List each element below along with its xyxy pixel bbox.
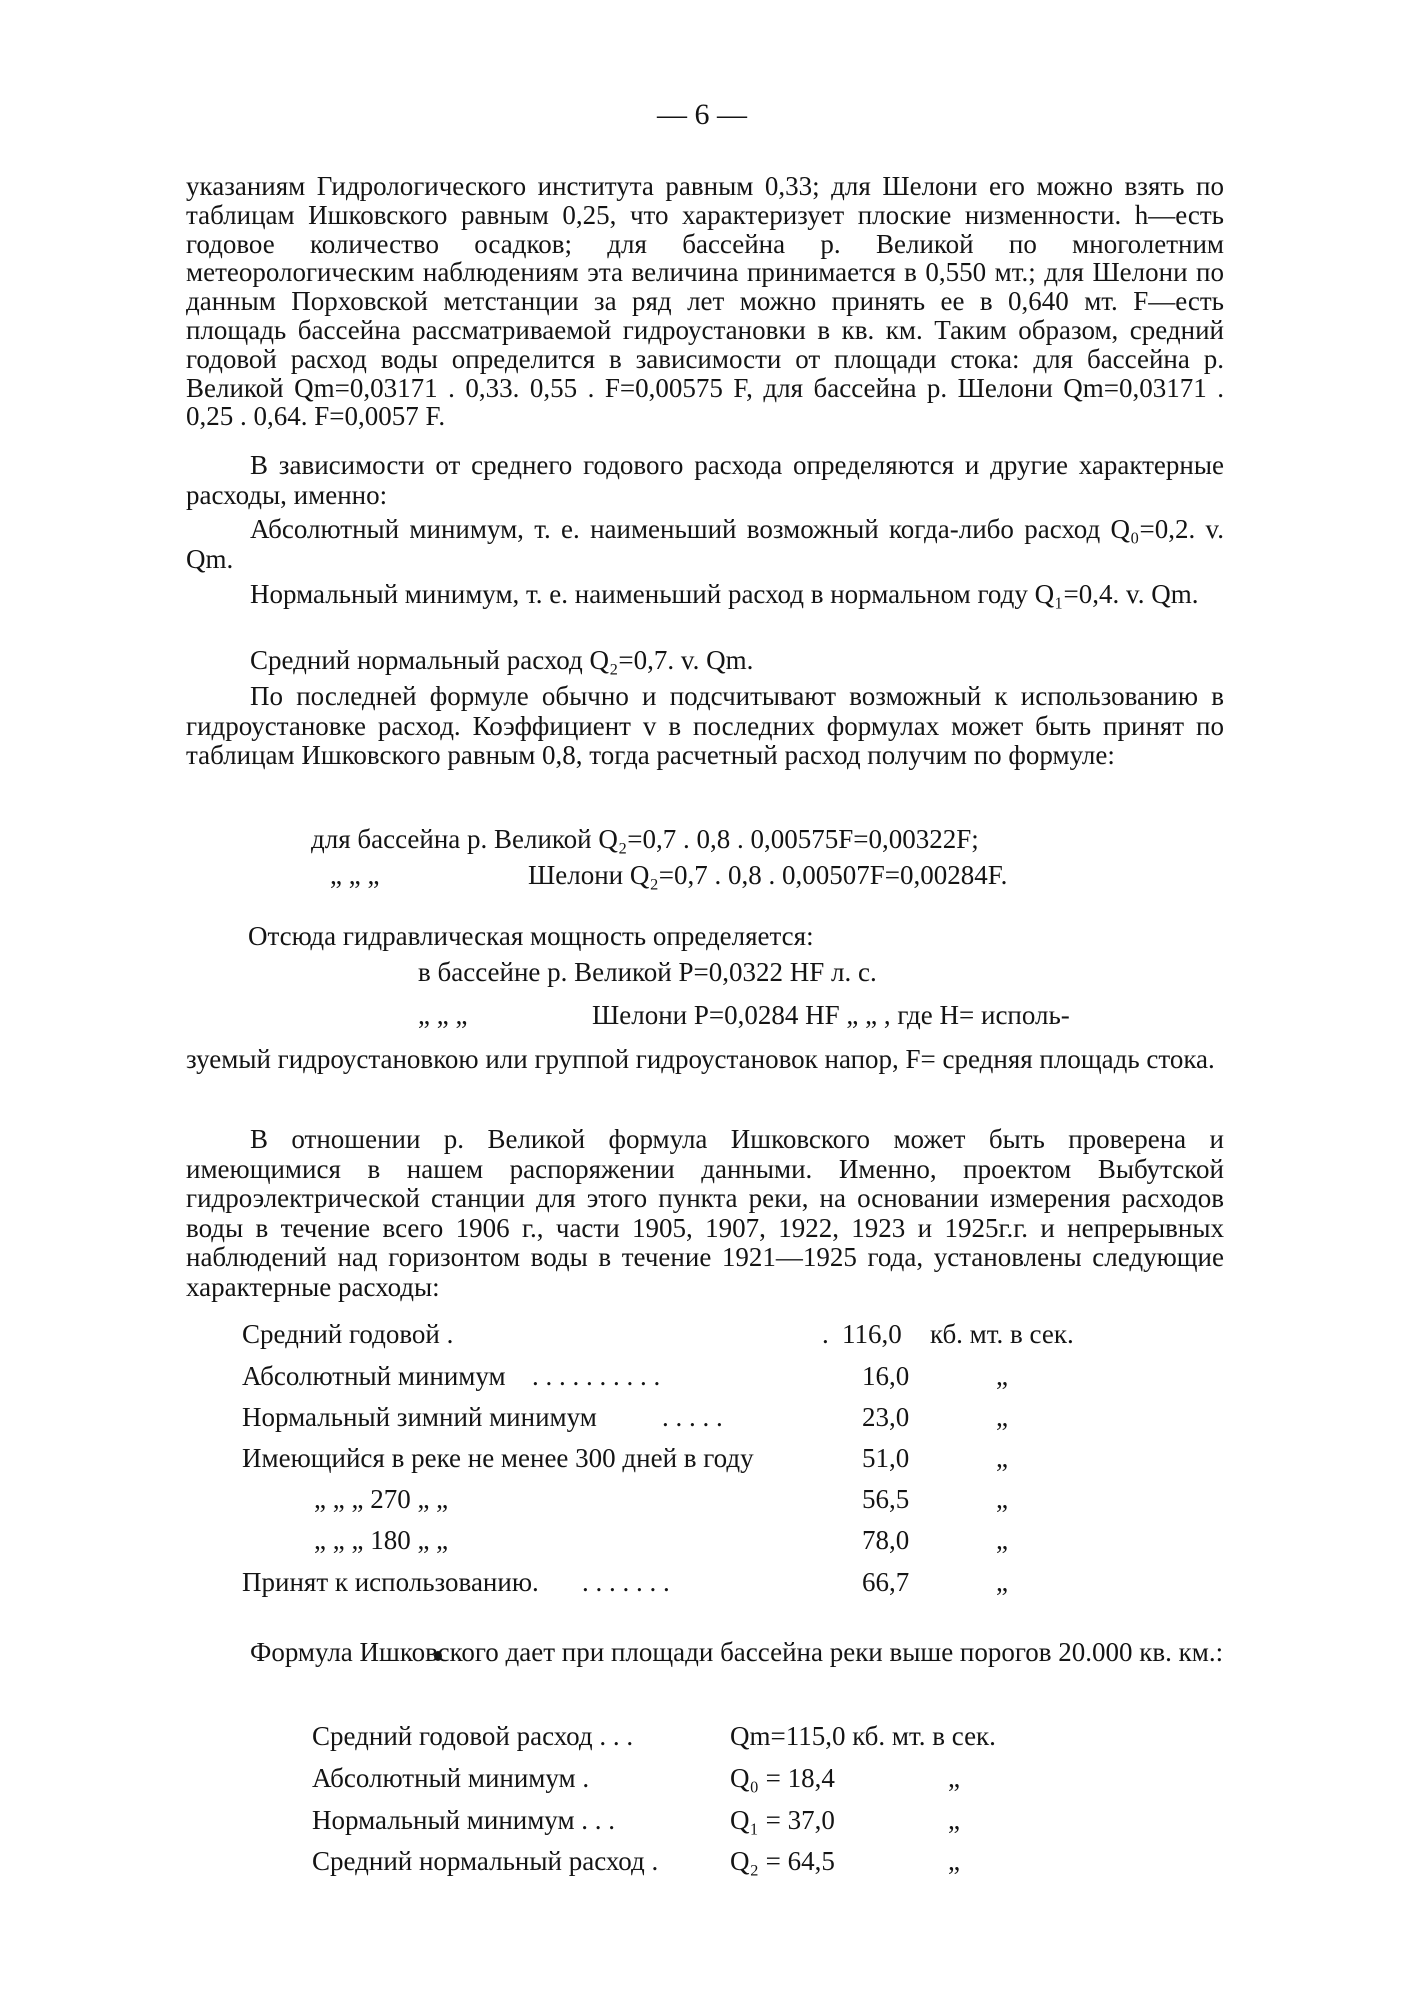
formula-sheloni-power: Шелони P=0,0284 HF „ „ , где H= исполь- xyxy=(592,1000,1070,1030)
row-leader-dots: . . . . . xyxy=(662,1402,723,1432)
paragraph-characteristic-intro: В зависимости от среднего годового расхода определяются и другие характерные расходы, именно: xyxy=(186,450,1224,510)
row-unit: „ xyxy=(996,1567,1008,1597)
row-unit: „ xyxy=(996,1361,1008,1391)
row-value: 56,5 xyxy=(862,1484,910,1514)
row-label: Средний годовой . xyxy=(242,1319,454,1349)
row-label: Нормальный минимум . . . xyxy=(312,1805,616,1835)
paragraph-absolute-minimum: Абсолютный минимум, т. е. наименьший возможный когда-либо расход Q₀=0,2. v. Qm. xyxy=(186,514,1224,574)
paragraph-power-continuation: зуемый гидроустановкою или группой гидроустановок напор, F= средняя площадь стока. xyxy=(186,1044,1215,1074)
row-unit: „ xyxy=(996,1443,1008,1473)
row-label: „ „ „ 180 „ „ xyxy=(314,1525,449,1555)
row-value: 66,7 xyxy=(862,1567,910,1597)
row-value: Q₁ = 37,0 xyxy=(730,1805,835,1835)
row-value: Q₂ = 64,5 xyxy=(730,1846,835,1876)
paragraph-coefficients: указаниям Гидрологического института равным 0,33; для Шелони его можно взять по таблицам Ишковского равным 0,25, что характеризует плоские низменности. h—есть годовое количество осадков; для бассейна р. Великой по многолетним метеорологическим наблюдениям эта величина принимается в 0,550 мт.; для Шелони по данным Порховской метстанции за ряд лет можно принять ее в 0,640 мт. F—есть площадь бассейна рассматриваемой гидроустановки в кв. км. Таким образом, средний годовой расход воды определится в зависимости от площади стока: для бассейна р. Великой Qm=0,03171 . 0,33. 0,55 . F=0,00575 F, для бассейна р. Шелони Qm=0,03171 . 0,25 . 0,64. F=0,0057 F. xyxy=(186,171,1224,432)
row-unit: „ xyxy=(996,1484,1008,1514)
row-label: Принят к использованию. xyxy=(242,1567,539,1597)
row-value: 116,0 xyxy=(842,1319,902,1349)
paragraph-coefficient-v: По последней формуле обычно и подсчитывают возможный к использованию в гидроустановке расход. Коэффициент v в последних формулах может быть принят по таблицам Ишковского равным 0,8, тогда расчетный расход получим по формуле: xyxy=(186,681,1224,770)
row-value: 78,0 xyxy=(862,1525,910,1555)
row-value: 16,0 xyxy=(862,1361,910,1391)
paragraph-normal-minimum: Нормальный минимум, т. е. наименьший расход в нормальном году Q₁=0,4. v. Qm. xyxy=(250,579,1199,609)
paragraph-power-intro: Отсюда гидравлическая мощность определяется: xyxy=(248,921,814,951)
row-label: Имеющийся в реке не менее 300 дней в году xyxy=(242,1443,754,1473)
formula-velikaya-flow: для бассейна р. Великой Q₂=0,7 . 0,8 . 0,00575F=0,00322F; xyxy=(311,824,979,854)
page-number: — 6 — xyxy=(657,98,747,131)
row-unit: „ xyxy=(948,1805,960,1835)
row-label: Средний нормальный расход . xyxy=(312,1846,659,1876)
row-unit: „ xyxy=(948,1846,960,1876)
row-unit: „ xyxy=(996,1525,1008,1555)
ditto-marks: „ „ „ xyxy=(418,1000,468,1030)
row-value: Q₀ = 18,4 xyxy=(730,1763,835,1793)
row-value: Qm=115,0 кб. мт. в сек. xyxy=(730,1721,996,1751)
paragraph-ishkovsky-result: Формула Ишковского дает при площади бассейна реки выше порогов 20.000 кв. км.: xyxy=(250,1637,1224,1667)
row-unit: кб. мт. в сек. xyxy=(930,1319,1074,1349)
row-label: Средний годовой расход . . . xyxy=(312,1721,634,1751)
row-leader-dots: . xyxy=(822,1319,829,1349)
ditto-marks: „ „ „ xyxy=(330,860,380,890)
row-unit: „ xyxy=(996,1402,1008,1432)
paragraph-vybuty-project: В отношении р. Великой формула Ишковского может быть проверена и имеющимися в нашем распоряжении данными. Именно, проектом Выбутской гидроэлектрической станции для этого пункта реки, на основании измерения расходов воды в течение всего 1906 г., части 1905, 1907, 1922, 1923 и 1925г.г. и непрерывных наблюдений над горизонтом воды в течение 1921—1925 года, установлены следующие характерные расходы: xyxy=(186,1124,1224,1302)
formula-velikaya-power: в бассейне р. Великой P=0,0322 HF л. с. xyxy=(418,957,877,987)
formula-sheloni-flow: Шелони Q₂=0,7 . 0,8 . 0,00507F=0,00284F. xyxy=(528,860,1008,890)
paragraph-mean-normal: Средний нормальный расход Q₂=0,7. v. Qm. xyxy=(250,645,754,675)
row-label: Абсолютный минимум . xyxy=(312,1763,590,1793)
row-leader-dots: . . . . . . . xyxy=(582,1567,670,1597)
row-unit: „ xyxy=(948,1763,960,1793)
row-label: Абсолютный минимум xyxy=(242,1361,506,1391)
row-value: 23,0 xyxy=(862,1402,910,1432)
row-label: Нормальный зимний минимум xyxy=(242,1402,597,1432)
row-leader-dots: . . . . . . . . . . xyxy=(532,1361,661,1391)
row-value: 51,0 xyxy=(862,1443,910,1473)
row-label: „ „ „ 270 „ „ xyxy=(314,1484,449,1514)
